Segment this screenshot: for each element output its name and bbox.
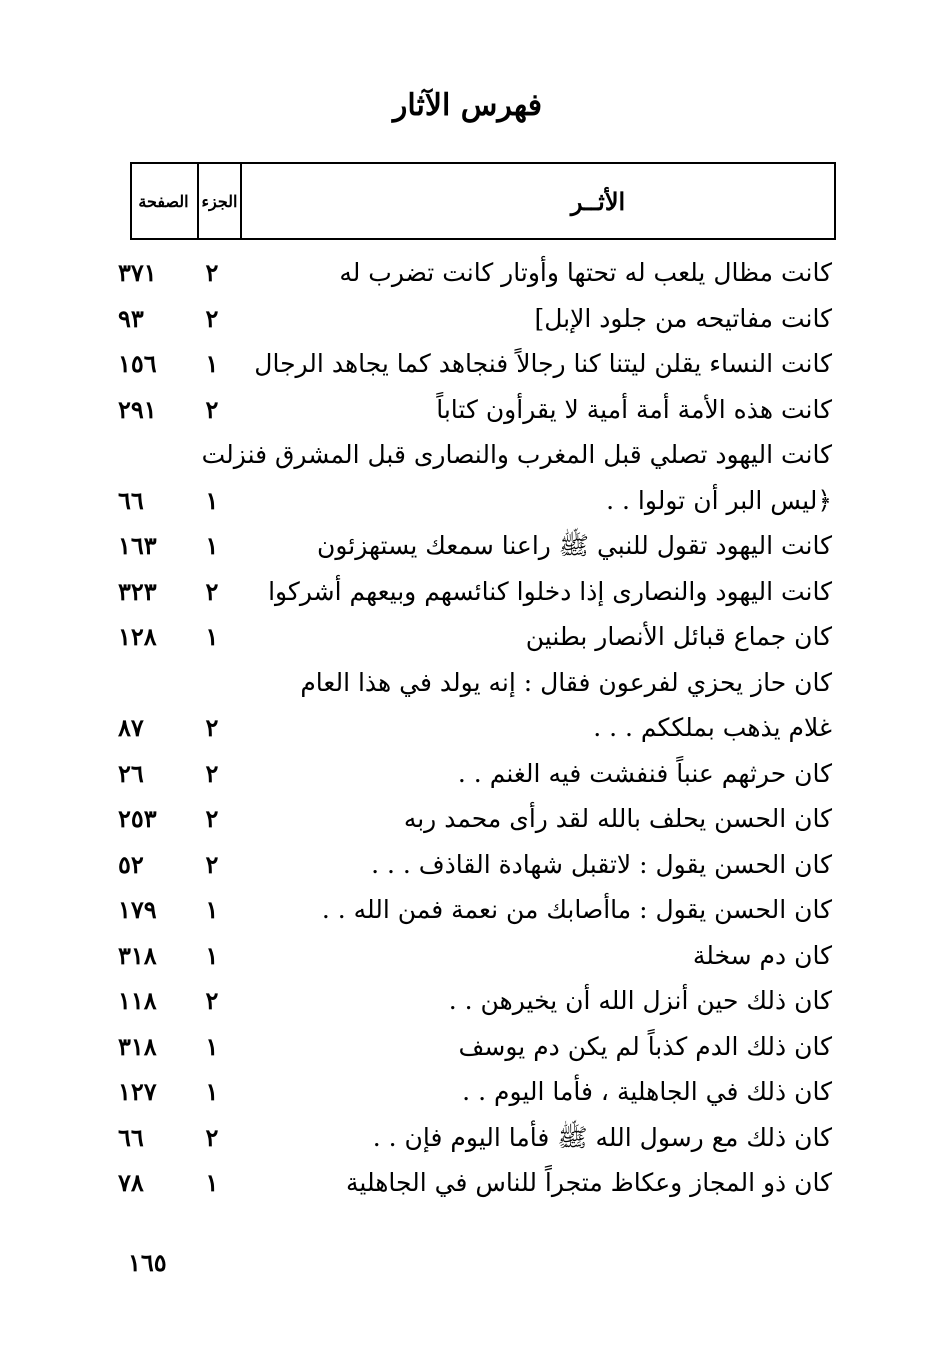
juz-number: ٢ [205,303,219,333]
table-row [0,933,935,979]
page-ref: ٢٩١ [118,394,157,424]
athar-text: كان ذلك الدم كذباً لم يكن دم يوسف [458,1031,832,1061]
juz-number: ٢ [205,986,219,1015]
table-row [0,569,935,615]
page-number: ١٦٥ [128,1248,167,1277]
page-ref: ٧٨ [118,1168,144,1197]
juz-number: ٢ [205,1122,219,1152]
juz-number: ٢ [205,713,219,742]
athar-text: كان الحسن يقول : لاتقبل شهادة القاذف . . . [371,849,832,879]
table-row [0,842,935,888]
page-ref: ١٥٦ [118,349,157,378]
table-row [0,341,935,387]
header-juz: الجزء [197,164,242,238]
juz-number: ١ [205,531,219,560]
page-ref: ١٢٨ [118,622,157,651]
page-ref: ٥٢ [118,849,144,879]
athar-text: كان ذو المجاز وعكاظ متجراً للناس في الجاهلية [346,1168,832,1197]
juz-number: ٢ [205,394,219,424]
table-header [130,162,836,240]
athar-text: كان دم سخلة [692,940,832,970]
table-row [0,978,935,1024]
table-row [0,1069,935,1115]
juz-number: ٢ [205,758,219,788]
athar-text: كان ذلك في الجاهلية ، فأما اليوم . . [462,1077,832,1106]
juz-number: ١ [205,485,219,515]
table-row [0,387,935,433]
page-ref: ١٧٩ [118,895,157,924]
table-row [0,660,935,706]
athar-text: كانت مفاتيحه من جلود الإبل] [534,303,832,333]
page-ref: ١٦٣ [118,531,157,560]
table-row [0,796,935,842]
athar-text: كانت اليهود والنصارى إذا دخلوا كنائسهم وبيعهم أشركوا [268,576,832,606]
table-row [0,296,935,342]
juz-number: ٢ [205,576,219,606]
table-row [0,1024,935,1070]
table-row [0,1160,935,1206]
athar-text: كانت مظال يلعب له تحتها وأوتار كانت تضرب له [339,258,832,287]
page-ref: ٣١٨ [118,940,157,970]
page-ref: ٨٧ [118,713,144,742]
juz-number: ١ [205,1168,219,1197]
juz-number: ١ [205,895,219,924]
page-ref: ٣٧١ [118,258,157,287]
juz-number: ١ [205,622,219,651]
header-athar: الأثــر [570,186,626,216]
juz-number: ١ [205,1031,219,1061]
juz-number: ١ [205,940,219,970]
table-row [0,614,935,660]
athar-text: كان الحسن يحلف بالله لقد رأى محمد ربه [403,804,832,833]
athar-text: كان حاز يحزي لفرعون فقال : إنه يولد في هذا العام [300,667,832,697]
athar-text: كانت اليهود تصلي قبل المغرب والنصارى قبل المشرق فنزلت [201,440,832,469]
juz-number: ١ [205,349,219,378]
athar-text: كان ذلك مع رسول الله ﷺ فأما اليوم فإن . . [372,1122,832,1152]
athar-list [0,250,935,1206]
table-row [0,1115,935,1161]
athar-text: كانت اليهود تقول للنبي ﷺ راعنا سمعك يستهزئون [316,531,832,560]
juz-number: ٢ [205,804,219,833]
table-row [0,523,935,569]
page-ref: ٢٦ [118,758,144,788]
athar-text: غلام يذهب بملككم . . . [593,713,832,742]
page-ref: ٦٦ [118,1122,144,1152]
page-ref: ٦٦ [118,485,144,515]
juz-number: ٢ [205,849,219,879]
page-ref: ١٢٧ [118,1077,157,1106]
page-ref: ٢٥٣ [118,804,157,833]
table-row [0,250,935,296]
juz-number: ٢ [205,258,219,287]
page-ref: ٣٢٣ [118,576,157,606]
table-row [0,887,935,933]
athar-text: كان ذلك حين أنزل الله أن يخيرهن . . [448,986,832,1015]
athar-text: كان الحسن يقول : ماأصابك من نعمة فمن الله . . [321,895,832,924]
table-row [0,751,935,797]
athar-text: كانت هذه الأمة أمة أمية لا يقرأون كتاباً [436,394,832,424]
page-ref: ٣١٨ [118,1031,157,1061]
header-page: الصفحة [138,191,189,211]
juz-number: ١ [205,1077,219,1106]
page-title: فهرس الآثار [392,88,543,123]
page-ref: ١١٨ [118,986,157,1015]
table-row [0,705,935,751]
athar-text: ﴿ليس البر أن تولوا . . [606,485,832,515]
table-row [0,478,935,524]
athar-text: كانت النساء يقلن ليتنا كنا رجالاً فنجاهد كما يجاهد الرجال [254,349,832,378]
table-row [0,432,935,478]
athar-text: كان حرثهم عنباً فنفشت فيه الغنم . . [457,758,832,788]
athar-text: كان جماع قبائل الأنصار بطنين [525,622,832,651]
page-ref: ٩٣ [118,303,144,333]
